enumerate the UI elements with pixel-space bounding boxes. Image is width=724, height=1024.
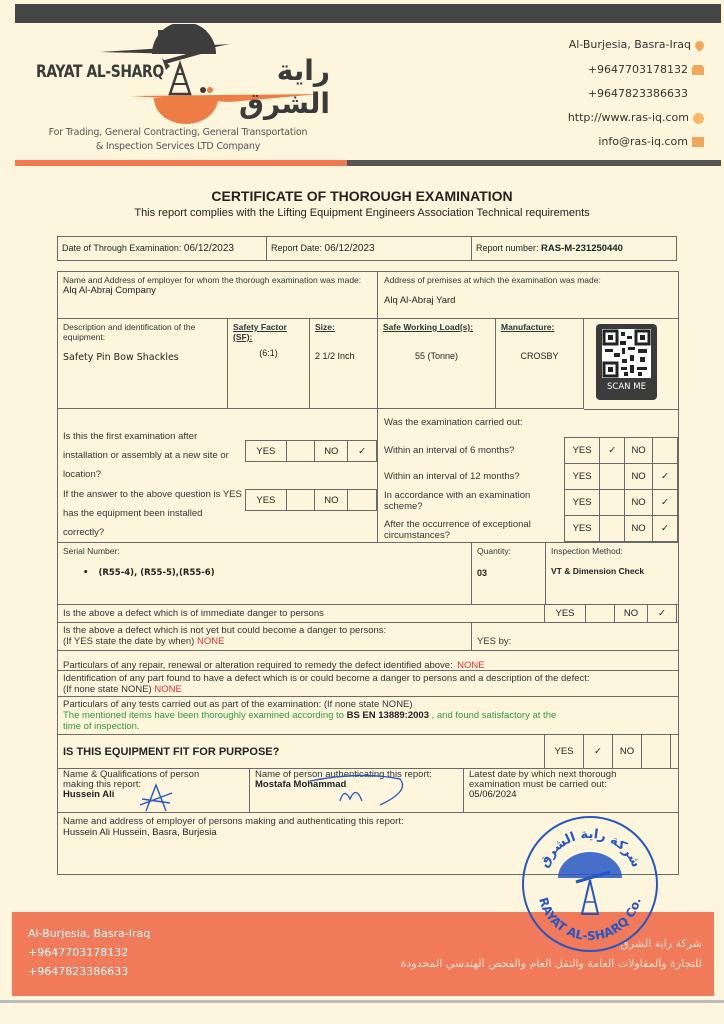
no-label: NO	[613, 735, 642, 769]
contact-phone-2-text: +9647823386633	[587, 87, 688, 100]
employer-value: Alq Al-Abraj Company	[63, 285, 156, 296]
yes-label: YES	[246, 441, 287, 462]
email-link[interactable]: info@ras-iq.com	[598, 135, 688, 148]
inspection-method-label: Inspection Method:	[551, 546, 623, 556]
tests-value: The mentioned items have been thoroughly examined according to	[63, 710, 344, 721]
contact-address-text: Al-Burjesia, Basra-Iraq	[568, 38, 691, 51]
report-number-value: RAS-M-231250440	[541, 243, 623, 254]
footer-address: Al-Burjesia, Basra-Iraq	[28, 927, 151, 940]
mail-icon	[692, 137, 704, 147]
report-date-value: 06/12/2023	[324, 243, 375, 254]
stamp-english-text: RAYAT AL-SHARQ Co.	[536, 895, 644, 944]
no-label: NO	[625, 516, 653, 542]
defective-part-row	[58, 671, 678, 697]
bullet-icon: •	[83, 568, 89, 578]
stamp-emblem-icon	[524, 818, 656, 950]
maker-signature	[136, 781, 176, 815]
qr-icon	[602, 329, 651, 378]
tagline-line-2: & Inspection Services LTD Company	[95, 141, 261, 152]
next-exam-cell	[464, 769, 678, 813]
certificate-title: CERTIFICATE OF THOROUGH EXAMINATION	[211, 188, 513, 204]
footer-arabic-line-2: للتجارة والمقاولات العامة والنقل العام والفحص الهندسي المحدودة	[400, 957, 702, 970]
serial-number-value: (R55-4), (R55-5),(R55-6)	[98, 568, 215, 578]
header-top-bar	[15, 4, 721, 23]
tests-value-cont: , and found satisfactory at the	[431, 710, 557, 721]
premises-value: Alq Al-Abraj Yard	[384, 295, 456, 306]
tests-value-end: time of inspection.	[63, 721, 140, 732]
next-exam-label: Latest date by which next thorough examination must be carried out:	[469, 769, 617, 790]
authenticator-name: Mostafa Mohammad	[255, 779, 347, 790]
size-value: 2 1/2 Inch	[315, 351, 355, 361]
interval-answers	[564, 437, 678, 542]
stamp-arabic-text: شركة راية الشرق	[536, 826, 644, 871]
safe-working-load-cell	[378, 319, 496, 409]
header-orange-rule	[15, 160, 347, 166]
report-info-table	[57, 236, 677, 261]
exam-date-value: 06/12/2023	[183, 243, 234, 254]
no-checkbox[interactable]	[652, 438, 677, 464]
contact-website[interactable]	[444, 111, 704, 124]
installed-correctly-answer	[245, 489, 377, 511]
authenticator-cell	[250, 769, 464, 813]
yes-label: YES	[565, 438, 600, 464]
no-checkbox[interactable]: ✓	[348, 441, 377, 462]
scheme-question: In accordance with an examination scheme?	[384, 490, 531, 512]
future-danger-label: Is the above a defect which is not yet but could become a danger to persons:	[63, 625, 387, 636]
swl-label: Safe Working Load(s):	[383, 322, 474, 332]
future-danger-cell	[58, 623, 472, 651]
qr-code[interactable]	[596, 324, 657, 400]
immediate-danger-row	[58, 605, 678, 623]
employer-cell	[58, 272, 378, 319]
no-checkbox[interactable]: ✓	[652, 490, 677, 516]
yes-label: YES	[565, 464, 600, 490]
exceptional-question: After the occurrence of exceptional circumstances?	[384, 519, 531, 541]
examination-form	[57, 271, 679, 875]
report-number-cell	[472, 237, 677, 261]
fit-for-purpose-answer	[544, 734, 671, 769]
contact-email[interactable]	[444, 135, 704, 148]
employer-of-persons-label: Name and address of employer of persons making and authenticating this report:	[63, 816, 404, 827]
repair-label: Particulars of any repair, renewal or alteration required to remedy the defect identified above:	[63, 660, 453, 671]
interval-questions	[378, 409, 678, 543]
safety-factor-label: Safety Factor (SF):	[233, 322, 287, 342]
no-checkbox[interactable]: ✓	[652, 464, 677, 490]
yes-checkbox[interactable]: ✓	[584, 735, 613, 769]
yes-checkbox[interactable]	[586, 605, 615, 623]
no-checkbox[interactable]: ✓	[652, 516, 677, 542]
first-exam-answer	[245, 440, 377, 462]
authenticator-signature	[300, 771, 410, 811]
first-exam-question: Is this the first examination after installation or assembly at a new site or location?	[63, 431, 229, 480]
quantity-cell	[472, 543, 546, 605]
defective-part-label: Identification of any part found to have a defect which is or could become a danger to persons and a description of the defect:	[63, 673, 590, 684]
exam-date-label: Date of Through Examination:	[62, 243, 182, 253]
yes-label: YES	[565, 490, 600, 516]
yes-by-cell	[472, 623, 678, 651]
immediate-danger-answer	[544, 604, 677, 623]
contact-phone-1-text: +9647703178132	[587, 63, 688, 76]
no-label: NO	[625, 490, 653, 516]
report-maker-name: Hussein Ali	[63, 789, 115, 800]
yes-checkbox[interactable]	[286, 490, 315, 511]
interval-heading: Was the examination carried out:	[384, 417, 523, 428]
yes-checkbox[interactable]	[286, 441, 315, 462]
report-maker-label: Name & Qualifications of person making this report:	[63, 769, 200, 790]
location-pin-icon	[693, 39, 706, 52]
svg-text:RAYAT AL-SHARQ Co.	[536, 896, 644, 943]
yes-by-label: YES by:	[477, 636, 512, 647]
contact-address	[444, 38, 704, 51]
quantity-label: Quantity:	[477, 546, 512, 556]
twelve-month-question: Within an interval of 12 months?	[384, 471, 520, 482]
footer-contacts	[28, 924, 150, 981]
defective-part-value: NONE	[154, 684, 182, 695]
report-date-label: Report Date:	[271, 243, 323, 253]
company-logo	[30, 24, 330, 134]
no-label: NO	[615, 605, 648, 623]
employer-of-persons-value: Hussein Ali Hussein, Basra, Burjesia	[63, 827, 217, 838]
equipment-description-cell	[58, 319, 228, 409]
future-danger-sublabel: (If YES state the date by when)	[63, 636, 195, 647]
exam-date-cell	[58, 237, 267, 261]
tests-label: Particulars of any tests carried out as part of the examination: (If none state NONE)	[63, 699, 413, 710]
tests-standard: BS EN 13889:2003	[346, 710, 429, 721]
no-label: NO	[625, 438, 653, 464]
scan-me-label: SCAN ME	[607, 382, 646, 392]
manufacture-value: CROSBY	[520, 351, 559, 361]
manufacture-cell	[496, 319, 584, 409]
globe-icon	[693, 113, 704, 124]
company-stamp	[522, 816, 658, 952]
certificate-subtitle: This report complies with the Lifting Equipment Engineers Association Technical requirements	[134, 207, 590, 219]
equipment-description-label: Description and identification of the equipment:	[63, 322, 196, 342]
next-exam-date: 05/06/2024	[469, 789, 517, 800]
no-label: NO	[315, 441, 348, 462]
future-danger-value: NONE	[196, 636, 225, 647]
six-month-question: Within an interval of 6 months?	[384, 445, 515, 456]
footer-phone-1: +9647703178132	[28, 946, 129, 959]
yes-checkbox[interactable]	[600, 464, 625, 490]
company-name-ar: راية الشرق	[238, 54, 330, 120]
report-number-label: Report number:	[476, 243, 539, 253]
installation-questions	[58, 409, 378, 543]
qr-code-pattern	[602, 329, 651, 378]
no-checkbox[interactable]	[348, 490, 377, 511]
yes-label: YES	[545, 735, 584, 769]
serial-number-cell	[58, 543, 472, 605]
installed-correctly-question: If the answer to the above question is YES has the equipment been installed correctly?	[63, 489, 242, 538]
repair-value: NONE	[457, 660, 485, 671]
tests-row	[58, 697, 678, 735]
immediate-danger-label: Is the above a defect which is of immediate danger to persons	[63, 608, 324, 619]
report-date-cell	[267, 237, 472, 261]
yes-label: YES	[565, 516, 600, 542]
yes-checkbox[interactable]: ✓	[600, 438, 625, 464]
premises-cell	[378, 272, 678, 319]
yes-label: YES	[246, 490, 287, 511]
contact-phone-2	[428, 87, 688, 100]
quantity-value: 03	[477, 568, 488, 578]
size-cell	[310, 319, 378, 409]
footer-arabic-line-1: شركة راية الشرق	[620, 937, 702, 950]
equipment-description-value: Safety Pin Bow Shackles	[63, 352, 179, 363]
tagline-line-1: For Trading, General Contracting, General Transportation	[48, 127, 308, 138]
no-checkbox[interactable]: ✓	[648, 605, 677, 623]
size-label: Size:	[315, 322, 335, 332]
company-name-en: RAYAT AL-SHARQ	[36, 62, 164, 82]
manufacture-label: Manufacture:	[501, 322, 555, 332]
yes-label: YES	[545, 605, 586, 623]
page-edge	[0, 1000, 724, 1003]
no-label: NO	[625, 464, 653, 490]
fit-for-purpose-label: IS THIS EQUIPMENT FIT FOR PURPOSE?	[63, 746, 280, 758]
inspection-method-cell	[546, 543, 678, 605]
company-tagline	[28, 126, 328, 154]
repair-row	[58, 651, 678, 671]
no-checkbox[interactable]	[642, 735, 671, 769]
safety-factor-cell	[228, 319, 310, 409]
serial-number-label: Serial Number:	[63, 546, 120, 556]
website-link[interactable]: http://www.ras-iq.com	[567, 111, 689, 124]
authenticator-label: Name of person authenticating this report:	[255, 769, 432, 780]
yes-checkbox[interactable]	[600, 516, 625, 542]
header-gray-rule	[347, 160, 721, 166]
inspection-method-value: VT & Dimension Check	[551, 566, 645, 576]
defective-part-sublabel: (If none state NONE)	[63, 684, 152, 695]
report-maker-cell	[58, 769, 250, 813]
employer-label: Name and Address of employer for whom the thorough examination was made:	[63, 275, 362, 285]
yes-checkbox[interactable]	[600, 490, 625, 516]
phone-icon	[692, 65, 704, 75]
contact-phone-1	[444, 63, 704, 76]
premises-label: Address of premises at which the examination was made:	[384, 275, 601, 285]
swl-value: 55 (Tonne)	[414, 351, 459, 361]
safety-factor-value: (6:1)	[259, 348, 278, 358]
footer-phone-2: +9647823386633	[28, 965, 129, 978]
no-label: NO	[315, 490, 348, 511]
fit-for-purpose-row	[58, 735, 678, 769]
